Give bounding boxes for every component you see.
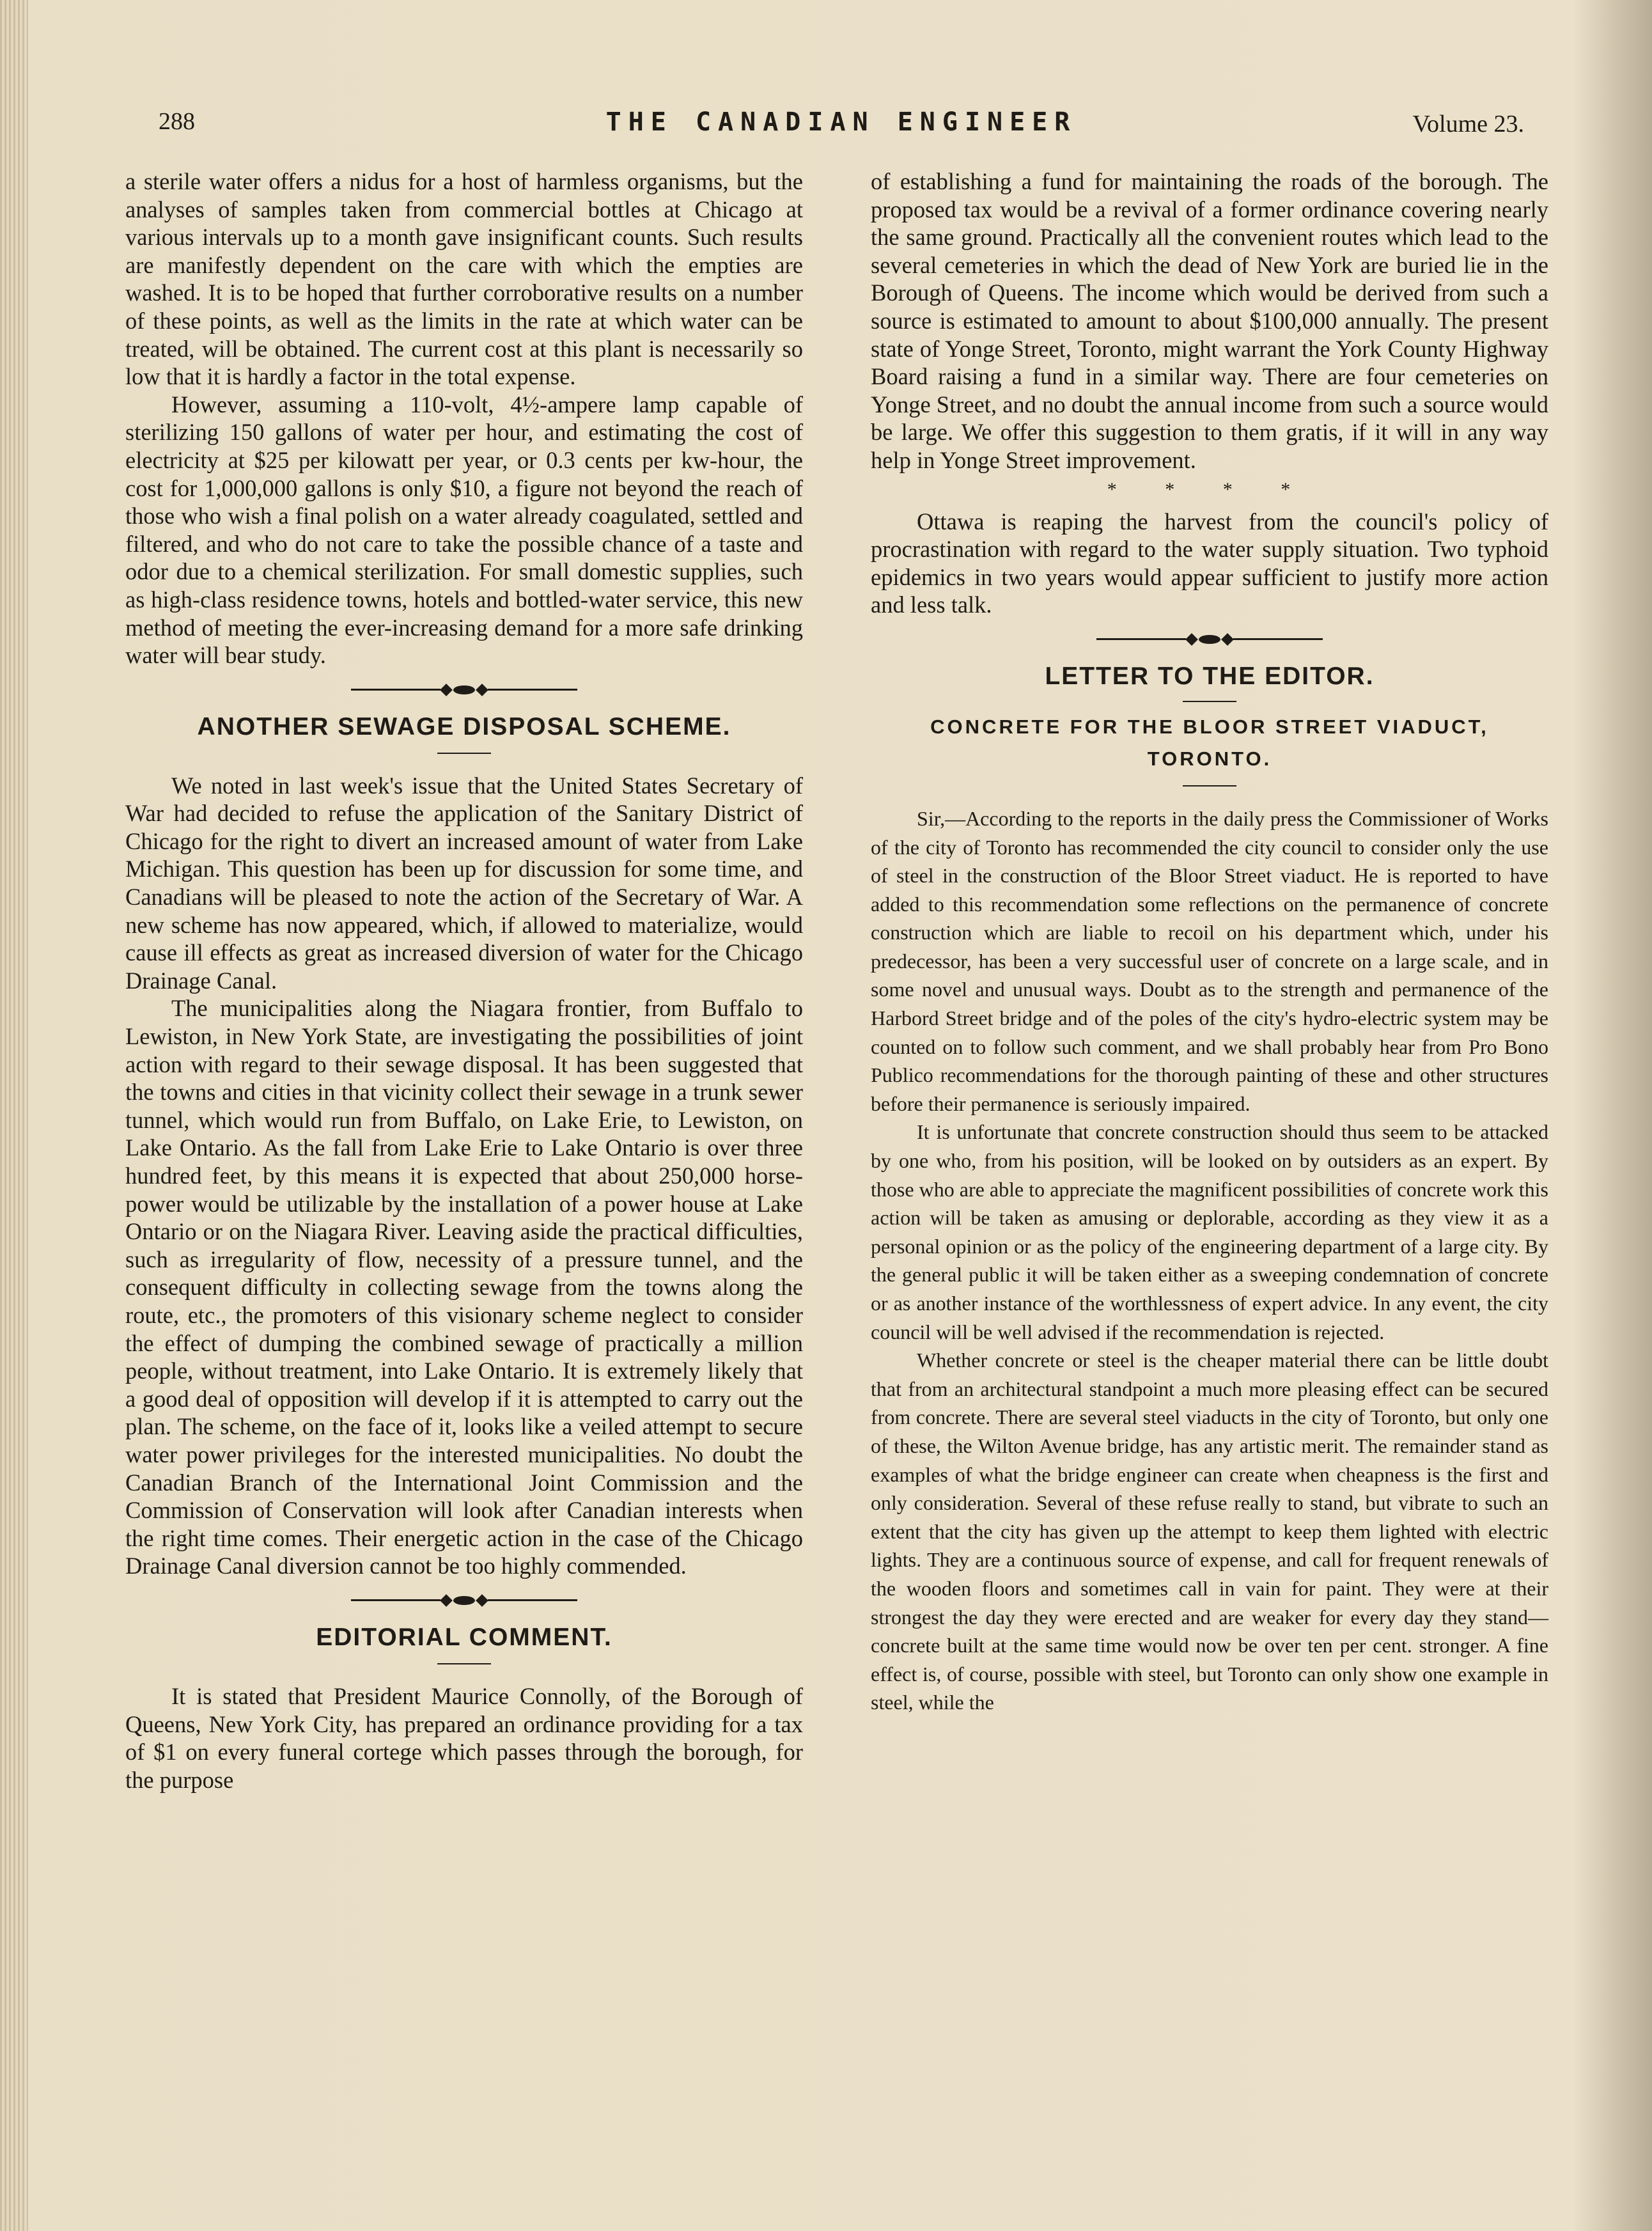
paragraph-however: However, assuming a 110-volt, 4½-ampere lamp capable of sterilizing 150 gallons of water per hour, and estimating the cost of electricity at $25 per kilowatt per year, or 0.3 cents per kw-hour, the cost for 1,000,000 gallons is only $10, a figure not beyond the reach of those who wish a final polish on a water already coagulated, settled and filtered, and who do not care to take the possible chance of a taste and odor due to a chemical sterilization. For small domestic supplies, such as high-class residence towns, hotels and bottled-water service, this new method of meeting the ever-increasing demand for a more safe drinking water will bear study.: [125, 391, 803, 669]
sewage-paragraph-2: The municipalities along the Niagara frontier, from Buffalo to Lewiston, in New York State, are investigating the possibilities of joint action with regard to their sewage disposal. It has been suggested that the towns and cities in that vicinity collect their sewage in a trunk sewer tunnel, which would run from Buffalo, on Lake Erie, to Lewiston, on Lake Ontario. As the fall from Lake Erie to Lake Ontario is over three hundred feet, by this means it is expected that about 250,000 horse-power would be utilizable by the installation of a power house at Lake Ontario or on the Niagara River. Leaving aside the practical difficulties, such as irregularity of flow, necessity of a pressure tunnel, and the consequent difficulty in collecting sewage from the towns along the route, etc., the promoters of this visionary scheme neglect to consider the effect of dumping the combined sewage of practically a million people, without treatment, into Lake Ontario. It is extremely likely that a good deal of opposition will develop if it is attempted to carry out the plan. The scheme, on the face of it, looks like a veiled attempt to secure water power privileges for the interested municipalities. No doubt the Canadian Branch of the International Joint Commission and the Commission of Conservation will look after Canadian interests when the right time comes. Their energetic action in the case of the Chicago Drainage Canal diversion cannot be too highly commended.: [125, 995, 803, 1579]
letter-heading: LETTER TO THE EDITOR.: [1045, 662, 1375, 690]
ottawa-paragraph: Ottawa is reaping the harvest from the council's policy of procrastination with regard to the water supply situation. Two typhoid epidemics in two years would appear sufficient to justify more action and less talk.: [871, 508, 1548, 618]
continuation-paragraph: a sterile water offers a nidus for a host of harmless organisms, but the analyses of samples taken from commercial bottles at Chicago at various intervals up to a month gave insignificant counts. Such results are manifestly dependent on the care with which the empties are washed. It is to be hoped that further corroborative results on a number of these points, as well as the limits in the rate at which water can be treated, will be obtained. The current cost at this plant is necessarily so low that it is hardly a factor in the total expense.: [125, 168, 803, 390]
journal-title: THE CANADIAN ENGINEER: [605, 107, 1077, 137]
section-divider-ornament: [871, 624, 1548, 655]
heading-rule: [1183, 785, 1236, 787]
volume-label: Volume 23.: [1412, 111, 1524, 137]
section-divider-ornament: [125, 1585, 803, 1616]
letter-body: [871, 804, 1548, 1717]
editorial-heading: EDITORIAL COMMENT.: [316, 1623, 612, 1651]
editorial-paragraph-1: It is stated that President Maurice Connolly, of the Borough of Queens, New York City, has prepared an ordinance providing for a tax of $1 on every funeral cortege which passes through the borough, for the purpose: [125, 1682, 803, 1793]
sewage-paragraph-1: We noted in last week's issue that the United States Secretary of War had decided to refuse the application of the Sanitary District of Chicago for the right to divert an increased amount of water from Lake Michigan. This question has been up for discussion for some time, and Canadians will be pleased to note the action of the Secretary of War. A new scheme has now appeared, which, if allowed to materialize, would cause ill effects as great as increased diversion of water for the Chicago Drainage Canal.: [125, 772, 803, 994]
asterisk-separator: * * * *: [1107, 478, 1313, 500]
sewage-heading: ANOTHER SEWAGE DISPOSAL SCHEME.: [197, 712, 731, 740]
letter-paragraph-3: Whether concrete or steel is the cheaper material there can be little doubt that from an architectural standpoint a much more pleasing effect can be secured from concrete. There are several steel viaducts in the city of Toronto, but only one of these, the Wilton Avenue bridge, has any artistic merit. The remainder stand as examples of what the bridge engineer can create when cheapness is the first and only consideration. Several of these refuse really to stand, but vibrate to such an extent that the city has given up the attempt to keep them lighted with electric lights. They are a continuous source of expense, and call for frequent renewals of the wooden floors and sometimes call in vain for paint. They were at their strongest the day they were erected and are weaker for every day they stand—concrete built at the same time would now be over ten per cent. stronger. A fine effect is, of course, possible with steel, but Toronto can only show one example in steel, while the: [871, 1349, 1548, 1714]
page-number: 288: [159, 108, 195, 135]
letter-paragraph-1: Sir,—According to the reports in the daily press the Commissioner of Works of the city of Toronto has recommended the city council to consider only the use of steel in the construction of the Bloor Street viaduct. He is reported to have added to this recommendation some reflections on the permanence of concrete construction which are liable to recoil on his department which, under his predecessor, has been a very successful user of concrete on a large scale, and in some novel and unusual ways. Doubt as to the strength and permanence of the Harbord Street bridge and of the poles of the city's hydro-electric system may be counted on to follow such comment, and we shall probably hear from Pro Bono Publico recommendations for the thorough painting of these and other structures before their permanence is seriously impaired.: [871, 806, 1548, 1115]
binding-edge: [0, 0, 28, 2231]
letter-subheading: CONCRETE FOR THE BLOOR STREET VIADUCT, TORONTO.: [930, 715, 1489, 770]
letter-paragraph-2: It is unfortunate that concrete construction should thus seem to be attacked by one who, from his position, will be looked on by outsiders as an expert. By those who are able to appreciate the magnificent possibilities of concrete work this action will be taken as amusing or deplorable, according as they view it as a personal opinion or as the policy of the engineering department of a large city. By the general public it will be taken either as a sweeping condemnation of concrete or as another instance of the worthlessness of expert advice. In any event, the city council will be well advised if the recommendation is rejected.: [871, 1120, 1548, 1343]
editorial-continuation: of establishing a fund for maintaining the roads of the borough. The proposed tax would be a revival of a former ordinance covering nearly the same ground. Practically all the convenient routes which lead to the several cemeteries in which the dead of New York are buried lie in the Borough of Queens. The income which would be derived from such a source is estimated to amount to about $100,000 annually. The present state of Yonge Street, Toronto, might warrant the York County Highway Board raising a fund in a similar way. There are four cemeteries on Yonge Street, and no doubt the annual income from such a source would be large. We offer this suggestion to them gratis, if it will in any way help in Yonge Street improvement.: [871, 168, 1548, 473]
heading-rule: [1183, 701, 1236, 702]
right-column: [871, 168, 1548, 1717]
heading-rule: [437, 753, 491, 754]
section-divider-ornament: [125, 675, 803, 705]
page-header: [159, 107, 1524, 146]
heading-rule: [437, 1663, 491, 1664]
left-column: [125, 168, 803, 1794]
